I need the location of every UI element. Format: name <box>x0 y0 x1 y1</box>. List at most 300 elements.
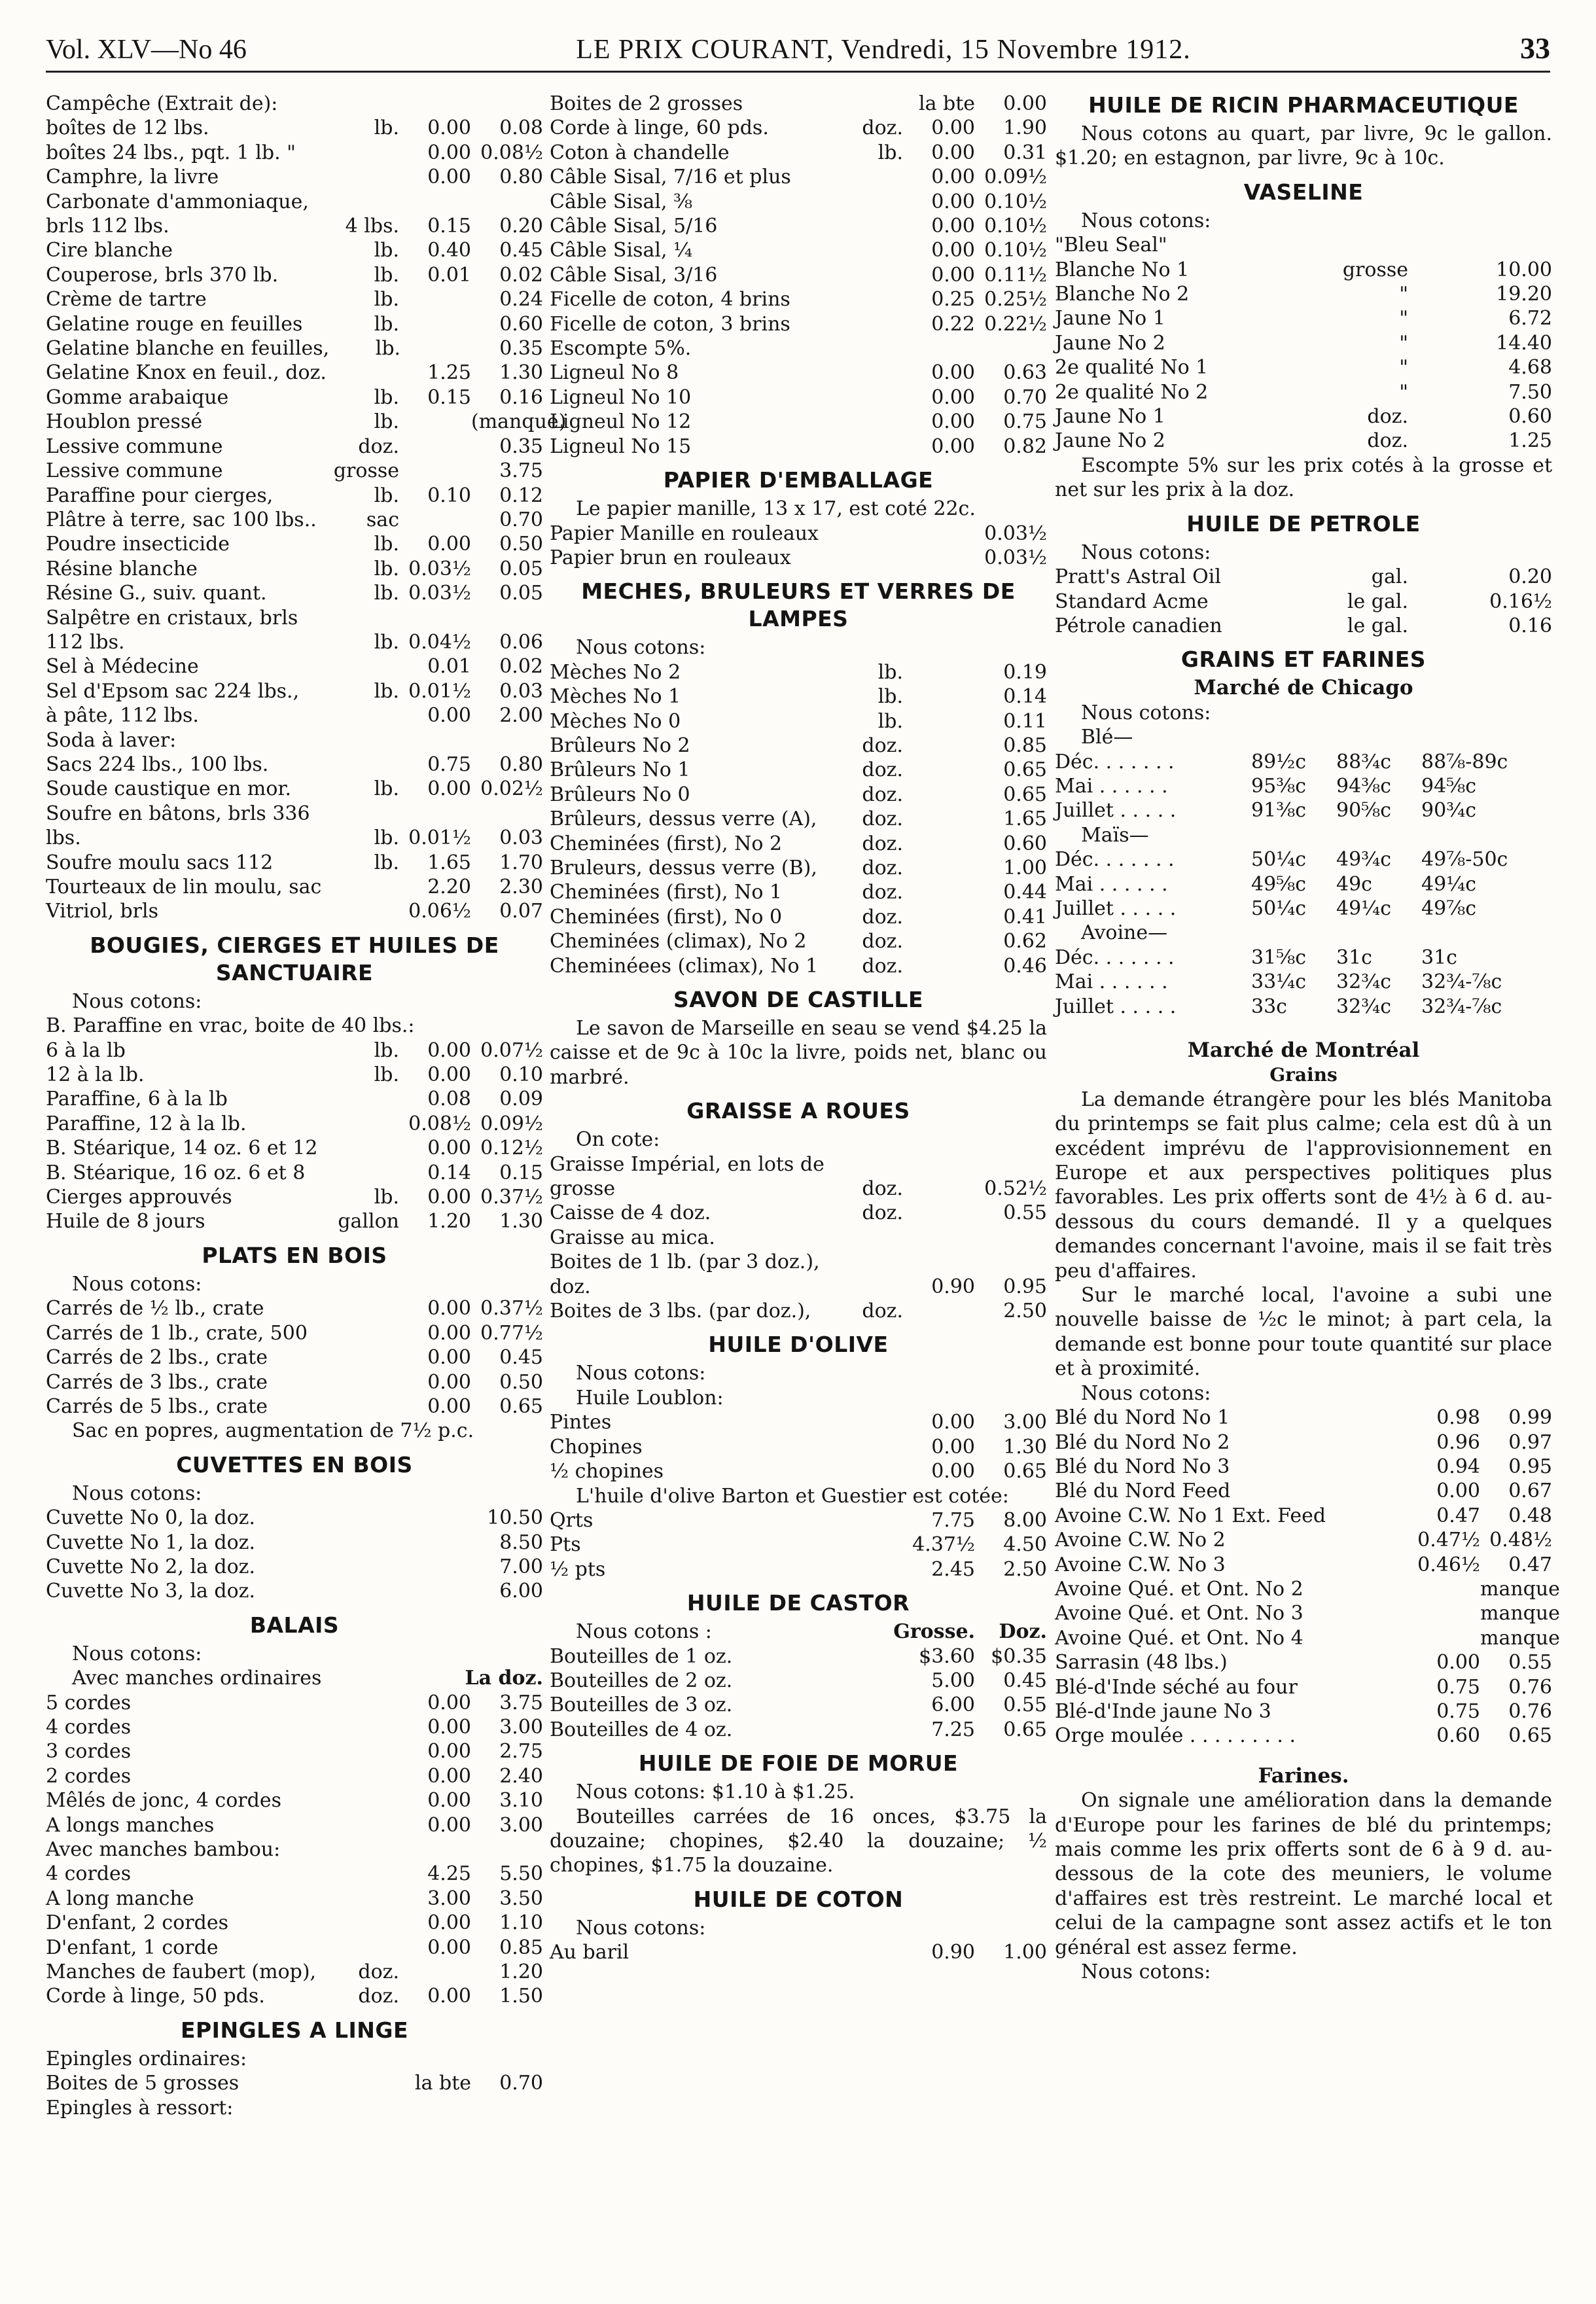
section-title: HUILE DE PETROLE <box>1186 510 1421 537</box>
item-price-high: 1.00 <box>1003 856 1047 879</box>
item-price-high: 0.02½ <box>480 777 543 801</box>
column-2 <box>550 92 1047 2277</box>
item-price-low <box>903 880 975 904</box>
section-title: HUILE D'OLIVE <box>708 1332 889 1358</box>
grain-price-open: 89½c <box>1251 750 1307 773</box>
item-price-high: 3.00 <box>499 1813 543 1837</box>
item-price-low: 2.20 <box>427 876 471 898</box>
item-label: Câble Sisal, 3/16 <box>550 263 718 287</box>
section-coton <box>550 1886 1047 1965</box>
grain-price-current: 49⅞-50c <box>1421 848 1508 872</box>
item-price-low: 0.96 <box>1436 1430 1480 1454</box>
item-price-high: 0.65 <box>1003 1460 1047 1483</box>
grain-month: Déc. . . . . . . <box>1055 848 1175 872</box>
grain-price-open: 33c <box>1251 995 1287 1018</box>
item-label: Cuvette No 3, la doz. <box>46 1580 256 1603</box>
price-row <box>46 1555 543 1579</box>
item-label: Pétrole canadien <box>1055 614 1222 637</box>
price-row <box>550 92 1047 116</box>
item-price-high: 0.20 <box>1508 565 1552 589</box>
item-price-high: 3.50 <box>499 1887 543 1910</box>
item-price-high: 0.77½ <box>480 1321 543 1345</box>
item-price-low <box>903 1299 975 1323</box>
item-unit: doz. <box>862 930 903 953</box>
item-label: Sel d'Epsom sac 224 lbs., <box>46 679 300 703</box>
section-title: PLATS EN BOIS <box>202 1242 387 1268</box>
item-unit: lb. <box>374 410 399 434</box>
price-row <box>1055 590 1552 614</box>
item-unit <box>1336 1430 1408 1455</box>
item-unit: " <box>1399 356 1408 380</box>
price-row <box>550 165 1047 189</box>
price-row <box>46 410 567 434</box>
price-row <box>550 361 1047 385</box>
item-price-low <box>1408 306 1480 330</box>
grain-row <box>1055 995 1552 1019</box>
price-row <box>46 1296 543 1320</box>
item-price-high: 0.65 <box>1003 758 1047 782</box>
item-price-low: 0.00 <box>427 116 471 140</box>
item-price-low: 0.00 <box>427 141 471 164</box>
item-price-high: 0.63 <box>1003 361 1047 385</box>
item-unit <box>415 1014 458 1038</box>
item-price-high: (manque) <box>471 410 567 434</box>
item-label: Ficelle de coton, 4 brins <box>550 288 790 311</box>
item-unit: lb. <box>374 1038 399 1062</box>
price-row <box>550 1201 1047 1225</box>
price-row <box>46 238 543 262</box>
item-price-high: 0.55 <box>1508 1651 1552 1675</box>
item-label: Carbonate d'ammoniaque, <box>46 190 309 213</box>
item-price-low: 0.00 <box>931 116 975 140</box>
item-price-low: 0.00 <box>427 777 471 801</box>
price-row <box>1055 1577 1560 1601</box>
item-price-low: 0.00 <box>931 263 975 287</box>
grain-price-close: 31c <box>1336 946 1372 969</box>
item-price-high: 0.45 <box>499 1346 543 1370</box>
item-price-low <box>399 1531 471 1555</box>
item-label: Qrts <box>550 1508 594 1532</box>
item-price-low <box>1408 331 1480 355</box>
price-row <box>46 1506 543 1530</box>
price-row <box>550 1177 1047 1201</box>
item-price-high: 5.50 <box>499 1862 543 1886</box>
item-price-high <box>501 1014 544 1038</box>
item-price-low: 0.00 <box>931 141 975 164</box>
item-label: Carrés de 5 lbs., crate <box>46 1394 268 1418</box>
price-row <box>550 336 1047 361</box>
item-label: Bouteilles de 2 oz. <box>550 1669 733 1692</box>
section-title: MECHES, BRULEURS ET VERRES DE LAMPES <box>581 578 1016 632</box>
item-price-low <box>903 954 975 978</box>
price-row <box>550 1644 1047 1669</box>
item-price-low <box>399 1837 471 1862</box>
item-unit: doz. <box>862 116 903 140</box>
section-cuvettes <box>46 1451 543 1604</box>
price-row <box>550 434 1047 459</box>
item-price-low <box>399 1579 471 1603</box>
price-row <box>1055 565 1552 589</box>
item-price-low: 0.98 <box>1436 1406 1480 1430</box>
price-row <box>46 654 543 679</box>
item-unit <box>831 1693 903 1717</box>
section-castor <box>550 1589 1047 1742</box>
item-unit <box>1336 1406 1408 1430</box>
item-label: Résine G., suiv. quant. <box>46 582 267 605</box>
price-list <box>550 92 1047 459</box>
item-label: Manches de faubert (mop), <box>46 1960 317 1984</box>
grain-month: Mai . . . . . . <box>1055 970 1168 994</box>
item-price-high: 0.00 <box>1003 92 1047 115</box>
item-unit <box>831 1557 903 1582</box>
item-price-low: 0.00 <box>427 1137 471 1160</box>
item-unit <box>831 361 903 385</box>
item-unit <box>831 1410 903 1434</box>
grain-price-current: 32¾-⅞c <box>1421 995 1502 1018</box>
price-row <box>550 1940 1047 1964</box>
item-label: Cheminéees (climax), No 1 <box>550 954 819 978</box>
item-price-low: 0.00 <box>931 190 975 213</box>
item-price-high: 0.76 <box>1508 1675 1552 1699</box>
price-row <box>1055 1650 1552 1675</box>
price-row <box>46 116 543 140</box>
item-price-high: 1.20 <box>499 1960 543 1984</box>
section-note: Escompte 5% sur les prix cotés à la grosse et net sur les prix à la doz. <box>1055 453 1552 502</box>
item-price-low <box>400 336 472 361</box>
price-row <box>46 606 543 630</box>
item-unit <box>327 1813 399 1837</box>
item-unit: lb. <box>374 851 399 874</box>
item-label: Brûleurs No 1 <box>550 758 690 782</box>
item-label: Jaune No 1 <box>1055 307 1165 330</box>
price-row <box>46 459 543 483</box>
item-unit: " <box>1399 307 1408 330</box>
price-list <box>46 92 567 924</box>
section-intro-2: "Bleu Seal" <box>1055 234 1167 257</box>
item-price-low: 0.00 <box>1436 1480 1480 1503</box>
section-intro: Nous cotons: <box>1081 1960 1211 1984</box>
grain-row <box>1055 872 1552 896</box>
item-price-low: 0.00 <box>427 1764 471 1788</box>
price-row <box>46 1209 543 1233</box>
price-list <box>46 1506 543 1604</box>
item-label: Graisse Impérial, en lots de <box>550 1152 825 1176</box>
item-label: Houblon pressé <box>46 410 203 434</box>
item-unit <box>831 287 903 311</box>
item-price-low <box>903 1226 975 1250</box>
price-row <box>1055 404 1552 429</box>
section-plats <box>46 1242 543 1444</box>
item-label: Pratt's Astral Oil <box>1055 565 1221 589</box>
item-unit: " <box>1399 380 1408 404</box>
item-unit: lb. <box>374 484 399 507</box>
item-unit <box>327 190 399 214</box>
item-label: Chopines <box>550 1435 643 1459</box>
item-unit <box>327 92 399 116</box>
item-price-low: 0.08½ <box>408 1112 471 1135</box>
item-unit <box>831 1644 903 1669</box>
item-label: boîtes de 12 lbs. <box>46 116 209 140</box>
item-price-high <box>471 1837 543 1862</box>
item-price-low: la bte <box>414 2072 471 2095</box>
item-price-low <box>399 92 471 116</box>
item-unit <box>327 1161 399 1185</box>
item-price-low: 0.04½ <box>408 630 471 654</box>
item-price-high: 7.50 <box>1508 380 1552 404</box>
price-row <box>46 1136 543 1160</box>
item-unit <box>1336 1479 1408 1503</box>
grain-price-current: 49⅞c <box>1421 896 1477 920</box>
item-unit: gal. <box>1371 565 1408 589</box>
section-text: Le savon de Marseille en seau se vend $4.25 la caisse et de 9c à 10c la livre, poids net, blanc ou marbré. <box>550 1017 1047 1089</box>
item-price-high: $0.35 <box>991 1644 1047 1668</box>
item-label: Soufre moulu sacs 112 <box>46 851 274 874</box>
item-unit <box>327 1321 399 1345</box>
item-price-high: 0.41 <box>1003 905 1047 929</box>
item-price-low <box>1408 429 1480 453</box>
item-label: Câble Sisal, 5/16 <box>550 215 718 238</box>
price-row <box>550 1275 1047 1299</box>
item-price-low: 7.25 <box>931 1718 975 1741</box>
item-unit: le gal. <box>1347 614 1408 637</box>
price-row <box>1055 1479 1552 1503</box>
item-price-high: 4.50 <box>1003 1533 1047 1557</box>
item-label: Plâtre à terre, sac 100 lbs.. <box>46 508 317 531</box>
section-montreal <box>1055 1038 1560 1748</box>
grain-price-current: 88⅞-89c <box>1421 750 1508 773</box>
item-price-high: 0.80 <box>499 166 543 189</box>
price-row <box>550 783 1047 807</box>
item-unit: lb. <box>374 1186 399 1209</box>
price-row <box>550 141 1047 165</box>
item-unit <box>327 1691 399 1715</box>
price-row <box>46 851 543 875</box>
item-label: Cuvette No 0, la doz. <box>46 1506 256 1530</box>
item-label: Boites de 1 lb. (par 3 doz.), <box>550 1250 820 1274</box>
price-row <box>1055 1528 1552 1552</box>
price-row <box>46 312 543 336</box>
item-label: Gelatine blanche en feuilles, <box>46 337 330 361</box>
section-title: VASELINE <box>1243 179 1364 205</box>
price-row <box>46 1161 543 1185</box>
item-price-low <box>399 802 471 826</box>
item-price-high: 0.46 <box>1003 954 1047 978</box>
grain-price-current: 94⅝c <box>1421 774 1477 798</box>
item-unit <box>831 165 903 189</box>
item-price-high: 14.40 <box>1496 331 1552 355</box>
item-label: B. Stéarique, 16 oz. 6 et 8 <box>46 1161 306 1184</box>
grain-month: Mai . . . . . . <box>1055 774 1168 798</box>
item-price-low: 1.25 <box>427 361 471 385</box>
item-price-low: 0.75 <box>1436 1699 1480 1723</box>
item-label: Couperose, brls 370 lb. <box>46 263 279 287</box>
item-label: Papier brun en rouleaux <box>550 546 791 569</box>
item-price-low <box>1408 1577 1480 1601</box>
price-row <box>46 1862 543 1886</box>
item-price-high: 0.85 <box>1003 734 1047 757</box>
item-price-high: 0.75 <box>1003 410 1047 434</box>
item-price-low <box>399 508 471 532</box>
item-unit: doz. <box>862 856 903 879</box>
grain-row <box>1055 847 1552 872</box>
item-price-high: 0.70 <box>499 508 543 531</box>
item-unit <box>1336 1699 1408 1724</box>
item-label: Lessive commune <box>46 459 223 483</box>
item-unit <box>327 1579 399 1603</box>
price-row <box>550 905 1047 929</box>
item-price-high: 1.30 <box>499 1210 543 1233</box>
item-price-high: 2.50 <box>1003 1557 1047 1581</box>
item-price-high <box>471 92 543 116</box>
price-row <box>1055 1504 1552 1528</box>
item-unit: doz. <box>862 881 903 904</box>
price-row <box>1055 380 1552 404</box>
item-unit <box>831 1669 903 1693</box>
item-unit <box>327 1862 399 1886</box>
grain-group-label: Avoine— <box>1081 921 1168 945</box>
item-label: Câble Sisal, 7/16 et plus <box>550 166 791 189</box>
item-label: Carrés de ½ lb., crate <box>46 1297 264 1320</box>
item-price-high: 1.50 <box>499 1985 543 2008</box>
item-price-low: $3.60 <box>919 1644 975 1668</box>
item-label: à pâte, 112 lbs. <box>46 704 199 728</box>
item-price-low: 0.01 <box>427 263 471 287</box>
price-row <box>46 777 543 801</box>
item-price-low <box>399 287 471 311</box>
item-unit <box>327 1531 399 1555</box>
grain-price-current: 90¾c <box>1421 799 1477 823</box>
item-label: grosse <box>550 1177 616 1201</box>
price-row <box>46 826 543 850</box>
item-price-low <box>399 312 471 336</box>
item-label: Ligneul No 15 <box>550 434 692 458</box>
item-unit: doz. <box>358 1960 399 1984</box>
item-label: Blé du Nord No 1 <box>1055 1406 1230 1430</box>
price-row <box>550 1410 1047 1434</box>
item-unit <box>1336 1577 1408 1601</box>
item-price-low: 0.00 <box>931 166 975 189</box>
item-unit <box>831 546 903 570</box>
item-price-high: 0.07 <box>499 900 543 923</box>
item-unit <box>327 654 399 679</box>
item-label: B. Stéarique, 14 oz. 6 et 12 <box>46 1137 318 1160</box>
item-price-low: 0.03½ <box>408 582 471 605</box>
item-price-low <box>1408 282 1480 306</box>
item-price-low: 0.00 <box>931 215 975 238</box>
price-row <box>46 1087 543 1111</box>
item-unit: lb. <box>375 337 401 361</box>
price-row <box>1055 1406 1552 1430</box>
item-label: Crème de tartre <box>46 288 207 311</box>
item-price-low: 0.00 <box>427 1936 471 1959</box>
item-unit <box>831 238 903 262</box>
price-row <box>550 287 1047 311</box>
item-price-high: 0.70 <box>499 2072 543 2095</box>
item-unit: doz. <box>862 734 903 757</box>
item-price-high: 1.10 <box>499 1911 543 1935</box>
item-unit: doz. <box>358 434 399 458</box>
item-price-high: manque <box>1480 1602 1560 1625</box>
item-label: Carrés de 2 lbs., crate <box>46 1346 268 1370</box>
item-price-low: 0.75 <box>427 753 471 776</box>
item-price-high: 0.48 <box>1508 1504 1552 1527</box>
price-row <box>1055 1699 1552 1724</box>
item-label: Blanche No 2 <box>1055 283 1190 306</box>
price-row <box>550 385 1047 410</box>
grain-price-open: 50¼c <box>1251 896 1307 920</box>
item-price-high: 0.62 <box>1003 930 1047 953</box>
item-label: lbs. <box>46 826 81 850</box>
price-row <box>46 1813 543 1837</box>
item-label: Gelatine Knox en feuil., doz. <box>46 361 327 385</box>
item-price-high: 0.05 <box>499 582 543 605</box>
grain-month: Déc. . . . . . . <box>1055 750 1175 773</box>
item-unit <box>327 1296 399 1320</box>
price-row <box>550 1152 1047 1177</box>
item-unit: doz. <box>1367 405 1408 429</box>
section-text: Nous cotons au quart, par livre, 9c le gallon. $1.20; en estagnon, par livre, 9c à 10c. <box>1055 122 1552 170</box>
section-text-2: Bouteilles carrées de 16 onces, $3.75 la douzaine; chopines, $2.40 la douzaine; ½ chopines, $1.75 la douzaine. <box>550 1805 1047 1877</box>
item-price-low <box>903 660 975 684</box>
section-intro: Nous cotons: <box>1081 209 1211 232</box>
item-price-high: 1.70 <box>499 851 543 874</box>
item-price-high: 1.00 <box>1003 1941 1047 1964</box>
item-price-high: 10.00 <box>1496 258 1552 281</box>
price-list <box>1055 565 1552 638</box>
item-price-low <box>399 2096 471 2120</box>
item-price-low: 0.06½ <box>408 900 471 923</box>
price-list <box>550 660 1047 978</box>
item-unit <box>1336 1528 1408 1552</box>
item-label: 2 cordes <box>46 1764 132 1788</box>
price-row <box>46 2096 543 2120</box>
item-price-high: 0.82 <box>1003 434 1047 458</box>
volume-number: Vol. XLV—No 46 <box>46 35 247 65</box>
item-unit <box>327 1345 399 1370</box>
item-price-low: 0.00 <box>931 361 975 385</box>
item-label: Corde à linge, 60 pds. <box>550 116 769 140</box>
item-label: Jaune No 2 <box>1055 331 1165 355</box>
item-price-low: 0.03½ <box>408 557 471 580</box>
item-unit <box>327 2071 399 2095</box>
item-price-high: 0.11½ <box>984 263 1047 287</box>
item-label: Coton à chandelle <box>550 141 730 164</box>
item-unit: lb. <box>374 116 399 140</box>
item-price-low <box>399 606 471 630</box>
item-unit <box>327 1788 399 1813</box>
item-label: Carrés de 1 lb., crate, 500 <box>46 1321 308 1345</box>
item-price-high: 0.05 <box>499 557 543 580</box>
item-price-low <box>1408 614 1480 638</box>
price-row <box>550 832 1047 856</box>
section-bougies <box>46 932 543 1234</box>
grain-price-open: 31⅝c <box>1251 946 1307 969</box>
item-price-high: 0.60 <box>499 312 543 336</box>
item-price-high: 0.15 <box>499 1161 543 1184</box>
item-price-low: 0.25 <box>931 288 975 311</box>
price-row <box>550 1557 1047 1582</box>
item-label: Brûleurs, dessus verre (A), <box>550 807 817 831</box>
item-label: 2e qualité No 2 <box>1055 380 1209 404</box>
item-price-high: 0.37½ <box>480 1297 543 1320</box>
item-label: Salpêtre en cristaux, brls <box>46 606 298 629</box>
item-unit: 4 lbs. <box>345 215 399 238</box>
item-price-high <box>471 2096 543 2120</box>
item-price-low <box>903 522 975 546</box>
item-label: D'enfant, 2 cordes <box>46 1911 228 1935</box>
item-label: boîtes 24 lbs., pqt. 1 lb. " <box>46 141 296 164</box>
section-text: L'huile d'olive Barton et Guestier est cotée: <box>576 1484 1009 1508</box>
